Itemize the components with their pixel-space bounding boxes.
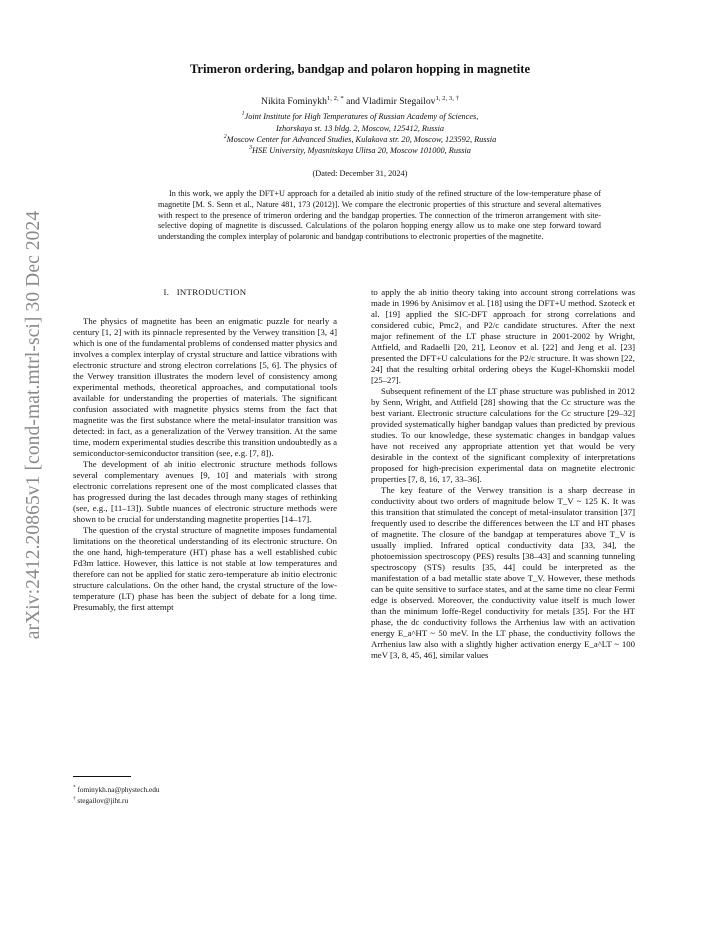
right-column [371, 287, 635, 661]
footnote-2: † stegailov@jiht.ru [73, 795, 129, 805]
affiliation-3: $^3$HSE University, Myasnitskaya Ulitsa 20, Moscow 101000, Russia [249, 145, 471, 155]
arxiv-stamp [14, 205, 54, 645]
author-line [0, 96, 720, 107]
footnote-divider [73, 776, 131, 777]
paragraph: The development of ab initio electronic structure methods follows several complementary avenues [9, 10] and materials with strong electronic correlations represent one of the most complicated classes that has progressed during the last decades through many stages of rethinking (see, e.g., [11–13]). Subtle nuances of electronic structure methods were shown to be crucial for understanding magnetite properties [14–17]. [73, 459, 337, 524]
footnote-1: * fominykh.na@phystech.edu [73, 784, 160, 794]
email-link[interactable]: fominykh.na@phystech.edu [77, 785, 160, 794]
paper-title: Trimeron ordering, bandgap and polaron hopping in magnetite [189, 62, 531, 76]
author-2-marks: 1, 2, 3, † [435, 94, 459, 102]
section-number: I. [163, 287, 170, 297]
paragraph: The key feature of the Verwey transition is a sharp decrease in conductivity about two orders of magnitude below T_V ~ 125 K. It was this transition that stimulated the concept of metal-insulator transition [37] frequently used to describe the differences between the LT and HT phases of magnetite. The closure of the bandgap at temperatures above T_V is usually implied. Infrared optical conductivity data [33, 34], the photoemission spectroscopy (PES) results [38–43] and scanning tunneling spectroscopy (STS) results [35, 44] could be interpreted as the manifestation of a bad metallic state above T_V. However, these methods can be quite sensitive to surface states, and at the same time no clear Fermi edge is observed. Moreover, the conductivity value itself is much lower than the minimum Ioffe-Regel conductivity for metals [35]. For the HT phase, the dc conductivity follows the Arrhenius law with an activation energy E_a^HT ~ 50 meV. In the LT phase, the conductivity follows the Arrhenius law also with a slightly higher activation energy E_a^LT ~ 100 meV [3, 8, 45, 46], similar values [371, 485, 635, 660]
affiliation-1-address: Izhorskaya st. 13 bldg. 2, Moscow, 125412, Russia [275, 124, 445, 133]
affiliation-1: $^1$Joint Institute for High Temperatures of Russian Academy of Sciences, [241, 111, 479, 121]
section-heading [73, 287, 337, 297]
abstract: In this work, we apply the DFT+U approach for a detailed ab initio study of the refined structure of the low-temperature phase of magnetite [M. S. Senn et al., Nature 481, 173 (2012)]. We compare the electronic properties of this structure and several alternatives with respect to the presence of trimeron ordering and the bandgap properties. The connection of the trimeron arrangement with site-selective doping of magnetite is discussed. Calculations of the polaron hopping energy allow us to make one step forward toward understanding the complex interplay of polaronic and bandgap contributions to electronic properties of the magnetite. [158, 189, 601, 242]
email-link[interactable]: stegailov@jiht.ru [77, 796, 129, 805]
paragraph: Subsequent refinement of the LT phase structure was published in 2012 by Senn, Wright, and Attfield [28] showing that the Cc structure was the best variant. Electronic structure calculations for the Cc structure [29–32] provided systematically higher bandgap values than predicted by previous studies. To our knowledge, these systematic changes in bandgap values have not received any appropriate attention yet that would be very desirable in the context of the significant complexity of interpretations proposed for high-precision experimental data on magnetite electronic properties [7, 8, 16, 17, 33–36]. [371, 386, 635, 484]
date-line: (Dated: December 31, 2024) [312, 169, 408, 178]
left-column [73, 316, 337, 613]
author-2: and Vladimir Stegailov [346, 96, 436, 107]
affiliation-2: $^2$Moscow Center for Advanced Studies, Kulakova str. 20, Moscow, 123592, Russia [223, 134, 497, 144]
paragraph: The question of the crystal structure of magnetite imposes fundamental limitations on the theoretical understanding of its electronic structure. On the one hand, high-temperature (HT) phase has a well established cubic Fd3m lattice. However, this lattice is not stable at low temperatures and therefore can not be applied for static zero-temperature ab initio electronic structure calculations. On the other hand, the crystal structure of the low-temperature (LT) phase has been the subject of debate for a long time. Presumably, the first attempt [73, 525, 337, 612]
arxiv-identifier: arXiv:2412.20865v1 [cond-mat.mtrl-sci] 30 Dec 2024 [23, 210, 44, 640]
author-1-marks: 1, 2, * [326, 94, 344, 102]
author-1: Nikita Fominykh [261, 96, 327, 107]
paragraph: The physics of magnetite has been an enigmatic puzzle for nearly a century [1, 2] with its pinnacle represented by the Verwey transition [3, 4] which is one of the fundamental problems of condensed matter physics and involves a complex interplay of crystal structure and lattice vibrations with electronic structure and strong electron correlations [5, 6]. The physics of the Verwey transition illustrates the modern level of consistency among experimental methods, theoretical approaches, and computational tools available for understanding the properties of materials. The significant confusion associated with magnetite physics stems from the fact that magnetite was the first substance where the metal-insulator transition was detected: in fact, as a generalization of the Verwey transition. At the same time, modern experimental studies describe this transition undoubtedly as a semiconductor-semiconductor transition (see, e.g. [7, 8]). [73, 316, 337, 458]
paragraph: to apply the ab initio theory taking into account strong correlations was made in 1996 by Anisimov et al. [18] using the DFT+U method. Szoteck et al. [19] applied the SIC-DFT approach for strong correlations and considered cubic, Pmc2₁ and P2/c candidate structures. After the next major refinement of the LT phase structure in 2001-2002 by Wright, Attfield, and Radaelli [20, 21], Leonov et al. [22] and Jeng et al. [23] presented the DFT+U calculations for the P2/c structure. It was shown [22, 24] that the resulting orbital ordering obeys the Kugel-Khomskii model [25–27]. [371, 287, 635, 385]
section-title: INTRODUCTION [176, 287, 247, 297]
